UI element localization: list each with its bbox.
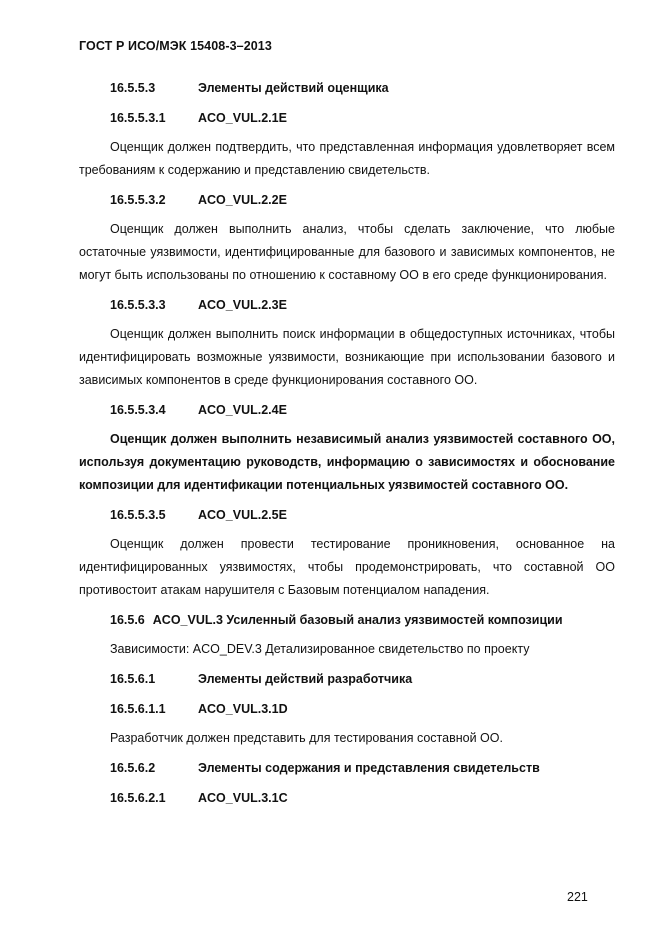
section-heading bbox=[79, 757, 615, 779]
section-heading bbox=[79, 787, 615, 809]
section-heading bbox=[79, 609, 615, 631]
document-header: ГОСТ Р ИСО/МЭК 15408-3–2013 bbox=[79, 39, 272, 53]
section-heading bbox=[79, 399, 615, 421]
section-number: 16.5.5.3.5 bbox=[110, 508, 166, 522]
section-heading bbox=[79, 107, 615, 129]
section-number: 16.5.6 bbox=[110, 613, 145, 627]
section-number: 16.5.5.3.1 bbox=[110, 111, 166, 125]
page-number: 221 bbox=[567, 890, 588, 904]
section-heading bbox=[79, 698, 615, 720]
section-number: 16.5.6.2.1 bbox=[110, 791, 166, 805]
section-number: 16.5.5.3.2 bbox=[110, 193, 166, 207]
paragraph: Разработчик должен представить для тестирования составной ОО. bbox=[110, 731, 503, 745]
section-title: Элементы действий оценщика bbox=[198, 81, 389, 95]
section-title: ACO_VUL.3.1C bbox=[198, 791, 288, 805]
paragraph: Оценщик должен выполнить поиск информации в общедоступных источниках, чтобы идентифицировать возможные уязвимости, возникающие при использовании базового и зависимых компонентов в среде функционирования составного ОО. bbox=[79, 327, 615, 387]
section-title: ACO_VUL.2.5E bbox=[198, 508, 287, 522]
paragraph: Оценщик должен подтвердить, что представленная информация удовлетворяет всем требованиям к содержанию и представлению свидетельств. bbox=[79, 140, 615, 177]
paragraph-bold: Оценщик должен выполнить независимый анализ уязвимостей составного ОО, используя документацию руководств, информацию о зависимостях и обоснование композиции для идентификации потенциальных уязвимостей составного ОО. bbox=[79, 432, 615, 492]
section-number: 16.5.5.3 bbox=[110, 81, 156, 95]
section-title: ACO_VUL.2.4E bbox=[198, 403, 287, 417]
section-title: ACO_VUL.3 Усиленный базовый анализ уязвимостей композиции bbox=[152, 613, 563, 627]
paragraph: Зависимости: ACO_DEV.3 Детализированное свидетельство по проекту bbox=[110, 642, 530, 656]
section-heading bbox=[79, 668, 615, 690]
section-heading bbox=[79, 189, 615, 211]
section-title: ACO_VUL.2.2E bbox=[198, 193, 287, 207]
paragraph: Оценщик должен выполнить анализ, чтобы сделать заключение, что любые остаточные уязвимости, идентифицированные для базового и зависимых компонентов, не могут быть использованы по отношению к составному ОО в его среде функционирования. bbox=[79, 222, 615, 282]
section-title: Элементы действий разработчика bbox=[198, 672, 413, 686]
paragraph: Оценщик должен провести тестирование проникновения, основанное на идентифицированных уязвимостях, чтобы продемонстрировать, что составной ОО противостоит атакам нарушителя с Базовым потенциалом нападения. bbox=[79, 537, 615, 597]
section-number: 16.5.5.3.3 bbox=[110, 298, 166, 312]
document-body bbox=[79, 77, 615, 809]
section-heading bbox=[79, 77, 615, 99]
section-heading bbox=[79, 294, 615, 316]
section-title: Элементы содержания и представления свидетельств bbox=[198, 761, 540, 775]
section-title: ACO_VUL.2.3E bbox=[198, 298, 287, 312]
section-title: ACO_VUL.3.1D bbox=[198, 702, 288, 716]
section-number: 16.5.6.2 bbox=[110, 761, 156, 775]
section-number: 16.5.6.1 bbox=[110, 672, 156, 686]
section-number: 16.5.6.1.1 bbox=[110, 702, 166, 716]
section-number: 16.5.5.3.4 bbox=[110, 403, 166, 417]
section-heading bbox=[79, 504, 615, 526]
section-title: ACO_VUL.2.1E bbox=[198, 111, 287, 125]
